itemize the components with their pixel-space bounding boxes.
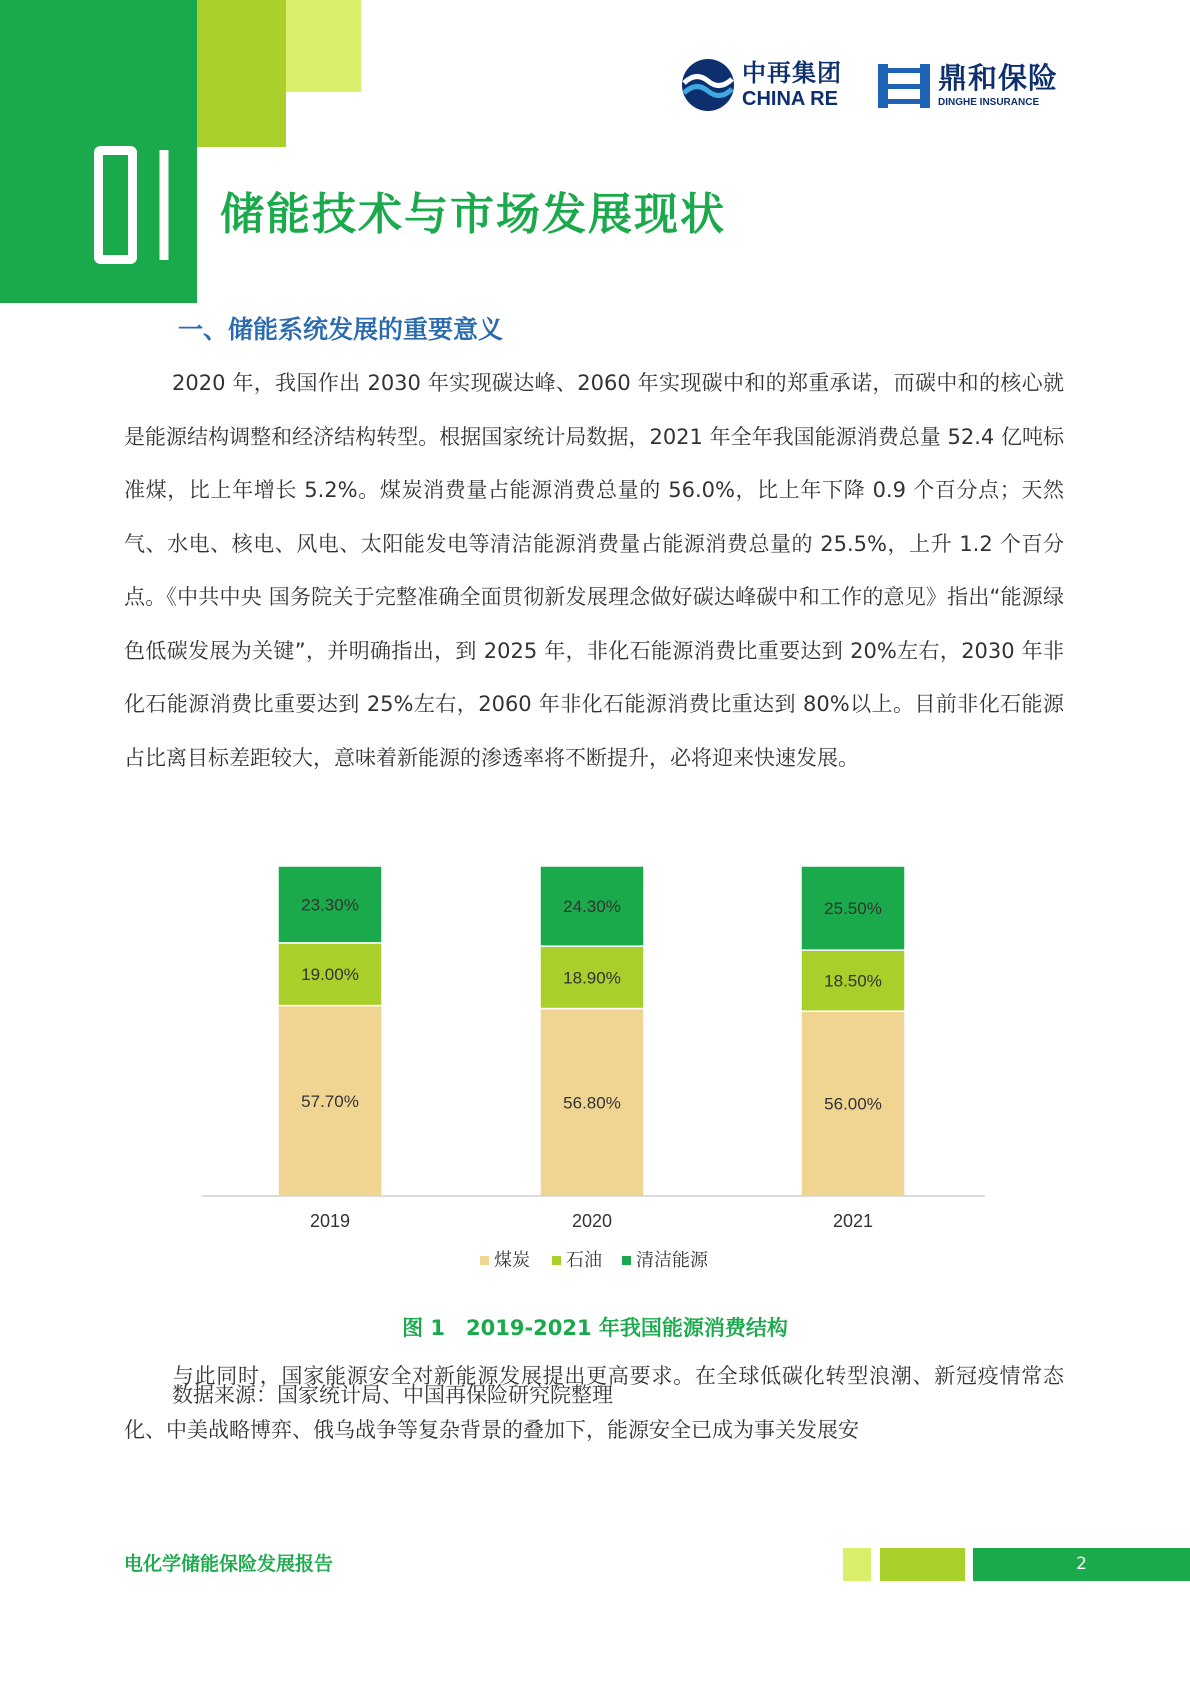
data-label: 56.80% [563, 1093, 621, 1113]
dinghe-logo-en: DINGHE INSURANCE [938, 97, 1040, 108]
x-tick-label: 2020 [571, 1211, 613, 1231]
x-tick-label: 2019 [309, 1211, 351, 1231]
data-label: 24.30% [563, 897, 621, 917]
data-label: 57.70% [301, 1091, 359, 1111]
chapter-number [94, 146, 178, 264]
svg-text:01: 01 [94, 146, 96, 147]
data-label: 19.00% [301, 965, 359, 985]
page-number: 2 [973, 1548, 1190, 1581]
legend-label: 石油 [566, 1250, 602, 1271]
data-label: 23.30% [301, 895, 359, 915]
paragraph-intro: 2020 年，我国作出 2030 年实现碳达峰、2060 年实现碳中和的郑重承诺，而碳中和的核心就是能源结构调整和经济结构转型。根据国家统计局数据，2021 年全年我国能源消费总量 52.4 亿吨标准煤，比上年增长 5.2%。煤炭消费量占能源消费总量的 56.0%，比上年下降 0.9 个百分点；天然气、水电、核电、风电、太阳能发电等清洁能源消费量占能源消费总量的 25.5%，上升 1.2 个百分点。《中共中央 国务院关于完整准确全面贯彻新发展理念做好碳达峰碳中和工作的意见》指出“能源绿色低碳发展为关键”，并明确指出，到 2025 年，非化石能源消费比重要达到 20%左右，2030 年非化石能源消费比重要达到 25%左右，2060 年非化石能源消费比重达到 80%以上。目前非化石能源占比离目标差距较大，意味着新能源的渗透率将不断提升，必将迎来快速发展。 [124, 371, 1064, 770]
chinare-logo-cn: 中再集团 [742, 59, 842, 87]
footer-decor-lime [880, 1548, 965, 1581]
data-label: 25.50% [824, 899, 882, 919]
data-label: 18.50% [824, 971, 882, 991]
energy-structure-chart [190, 856, 1000, 1286]
footer-decor-light [843, 1548, 871, 1581]
legend-label: 煤炭 [494, 1250, 530, 1271]
dinghe-logo-cn: 鼎和保险 [938, 61, 1059, 95]
paragraph-energy-security: 与此同时，国家能源安全对新能源发展提出更高要求。在全球低碳化转型浪潮、新冠疫情常态化、中美战略博弈、俄乌战争等复杂背景的叠加下，能源安全已成为事关发展安 [124, 1364, 1064, 1442]
dinghe-mark-icon [876, 60, 932, 112]
legend-swatch [552, 1256, 561, 1265]
dinghe-logo [876, 60, 1058, 112]
footer-report-title: 电化学储能保险发展报告 [124, 1553, 334, 1575]
section-heading: 一、储能系统发展的重要意义 [178, 315, 504, 344]
legend-swatch [480, 1256, 489, 1265]
header-decor-block-lime [197, 0, 286, 147]
chinare-wave-icon [680, 57, 736, 113]
data-label: 56.00% [824, 1094, 882, 1114]
data-label: 18.90% [563, 968, 621, 988]
x-tick-label: 2021 [832, 1211, 874, 1231]
figure-caption: 图 1 2019-2021 年我国能源消费结构 [402, 1316, 788, 1340]
legend-swatch [622, 1256, 631, 1265]
chapter-title: 储能技术与市场发展现状 [220, 189, 726, 240]
header-decor-block-light [286, 0, 361, 92]
chinare-logo [680, 57, 842, 113]
legend-label: 清洁能源 [636, 1250, 708, 1271]
data-source: 数据来源：国家统计局、中国再保险研究院整理 [172, 1383, 613, 1407]
chinare-logo-en: CHINA RE [742, 88, 838, 110]
